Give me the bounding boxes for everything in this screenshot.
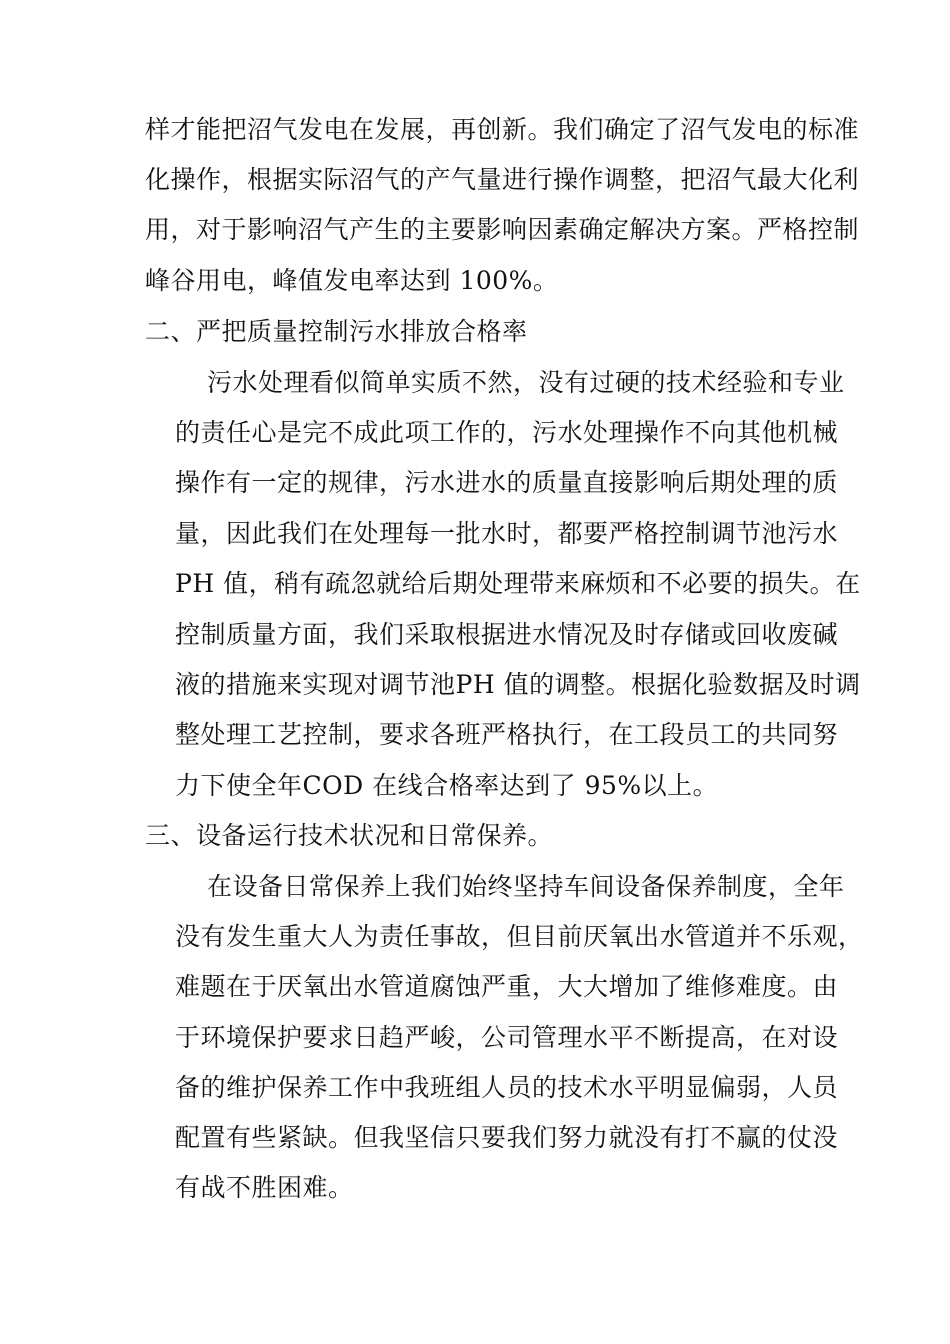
- paragraph-line: 液的措施来实现对调节池PH 值的调整。根据化验数据及时调: [175, 670, 861, 699]
- paragraph-line: 力下使全年COD 在线合格率达到了 95%以上。: [175, 771, 719, 800]
- paragraph-line: 污水处理看似简单实质不然，没有过硬的技术经验和专业: [207, 368, 845, 397]
- section-heading-3: 三、设备运行技术状况和日常保养。: [145, 821, 554, 850]
- paragraph-line: 配置有些紧缺。但我坚信只要我们努力就没有打不赢的仗没: [175, 1123, 839, 1152]
- paragraph-line: 样才能把沼气发电在发展，再创新。我们确定了沼气发电的标准: [145, 115, 860, 144]
- paragraph-line: 化操作，根据实际沼气的产气量进行操作调整，把沼气最大化利: [145, 165, 860, 194]
- paragraph-line: 有战不胜困难。: [175, 1173, 354, 1202]
- paragraph-line: 难题在于厌氧出水管道腐蚀严重，大大增加了维修难度。由: [175, 972, 839, 1001]
- paragraph-line: 的责任心是完不成此项工作的，污水处理操作不向其他机械: [175, 418, 839, 447]
- paragraph-line: PH 值，稍有疏忽就给后期处理带来麻烦和不必要的损失。在: [175, 569, 861, 598]
- paragraph-line: 控制质量方面，我们采取根据进水情况及时存储或回收废碱: [175, 620, 839, 649]
- paragraph-line: 整处理工艺控制，要求各班严格执行，在工段员工的共同努: [175, 720, 839, 749]
- paragraph-line: 没有发生重大人为责任事故，但目前厌氧出水管道并不乐观，: [175, 922, 864, 951]
- paragraph-line: 在设备日常保养上我们始终坚持车间设备保养制度，全年: [207, 872, 845, 901]
- paragraph-line: 于环境保护要求日趋严峻，公司管理水平不断提高，在对设: [175, 1023, 839, 1052]
- section-heading-2: 二、严把质量控制污水排放合格率: [145, 317, 528, 346]
- paragraph-line: 备的维护保养工作中我班组人员的技术水平明显偏弱，人员: [175, 1073, 839, 1102]
- paragraph-line: 峰谷用电，峰值发电率达到 100%。: [145, 266, 559, 295]
- paragraph-line: 量，因此我们在处理每一批水时，都要严格控制调节池污水: [175, 519, 839, 548]
- paragraph-line: 操作有一定的规律，污水进水的质量直接影响后期处理的质: [175, 468, 839, 497]
- paragraph-line: 用，对于影响沼气产生的主要影响因素确定解决方案。严格控制: [145, 215, 860, 244]
